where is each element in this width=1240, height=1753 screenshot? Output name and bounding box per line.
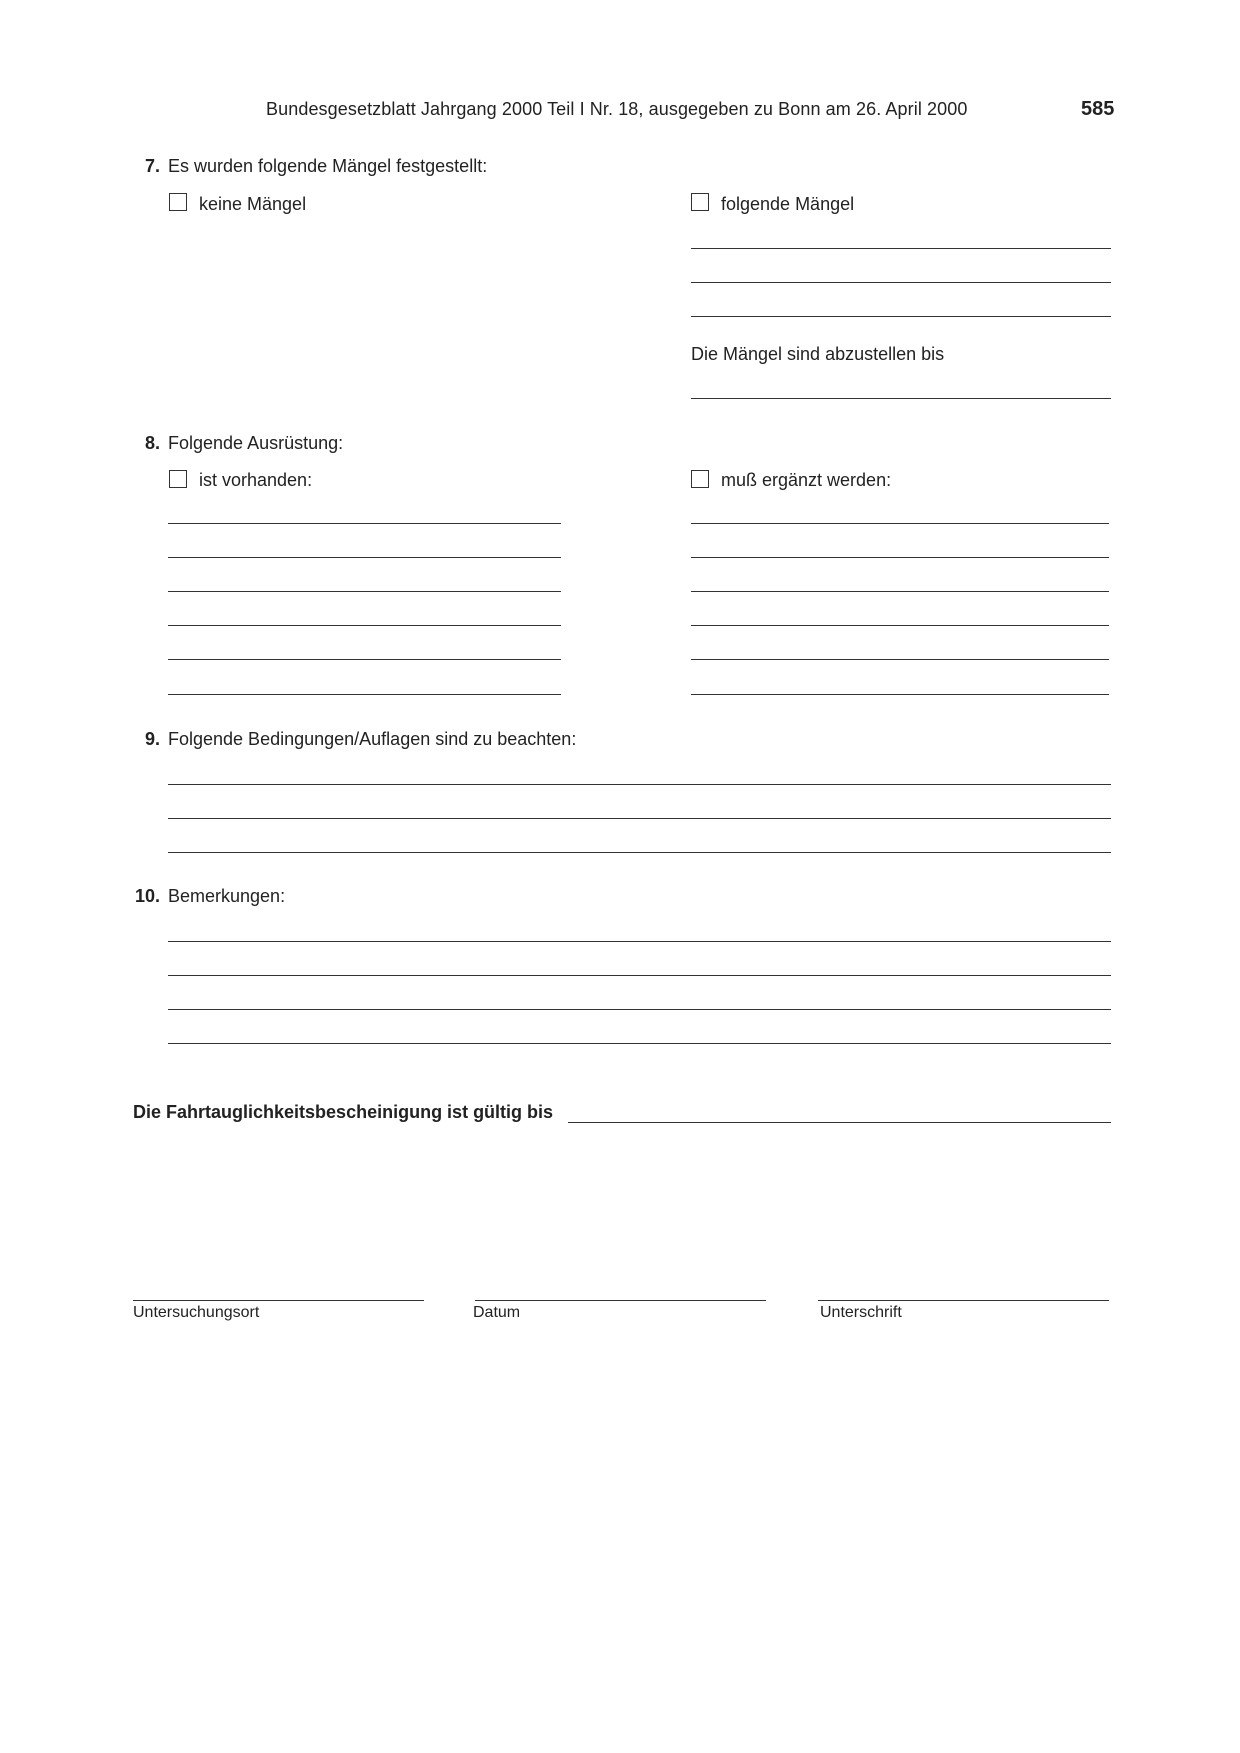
place-label: Untersuchungsort	[133, 1304, 260, 1321]
equipment-supplement-line-4[interactable]	[691, 625, 1109, 626]
checkbox-folgende-maengel[interactable]	[691, 193, 709, 211]
remarks-line-4[interactable]	[168, 1043, 1111, 1044]
checkbox-muss-ergaenzt-label: muß ergänzt werden:	[721, 470, 892, 490]
section-7-number: 7.	[144, 156, 160, 176]
defects-deadline-label: Die Mängel sind abzustellen bis	[691, 344, 945, 364]
section-7-title: Es wurden folgende Mängel festgestellt:	[168, 156, 488, 176]
section-9-number: 9.	[144, 729, 160, 749]
checkbox-folgende-maengel-label: folgende Mängel	[721, 194, 855, 214]
conditions-line-3[interactable]	[168, 852, 1111, 853]
checkbox-keine-maengel-label: keine Mängel	[199, 194, 307, 214]
date-line[interactable]	[475, 1300, 766, 1301]
section-10-title: Bemerkungen:	[168, 886, 286, 906]
conditions-line-1[interactable]	[168, 784, 1111, 785]
remarks-line-1[interactable]	[168, 941, 1111, 942]
page-header-title: Bundesgesetzblatt Jahrgang 2000 Teil I Nr. 18, ausgegeben zu Bonn am 26. April 2000	[266, 99, 968, 119]
equipment-supplement-line-1[interactable]	[691, 523, 1109, 524]
equipment-present-line-2[interactable]	[168, 557, 561, 558]
signature-line[interactable]	[818, 1300, 1109, 1301]
conditions-line-2[interactable]	[168, 818, 1111, 819]
page-number: 585	[1081, 98, 1115, 120]
defects-line-2[interactable]	[691, 282, 1111, 283]
section-10-number: 10.	[134, 886, 160, 906]
equipment-supplement-line-5[interactable]	[691, 659, 1109, 660]
defects-line-1[interactable]	[691, 248, 1111, 249]
checkbox-keine-maengel[interactable]	[169, 193, 187, 211]
section-8-number: 8.	[144, 433, 160, 453]
defects-deadline-line[interactable]	[691, 398, 1111, 399]
place-line[interactable]	[133, 1300, 424, 1301]
equipment-present-line-6[interactable]	[168, 694, 561, 695]
equipment-present-line-4[interactable]	[168, 625, 561, 626]
equipment-supplement-line-3[interactable]	[691, 591, 1109, 592]
checkbox-muss-ergaenzt[interactable]	[691, 470, 709, 488]
validity-date-line[interactable]	[568, 1122, 1111, 1123]
signature-label: Unterschrift	[820, 1304, 902, 1321]
remarks-line-2[interactable]	[168, 975, 1111, 976]
date-label: Datum	[473, 1304, 521, 1321]
section-8-title: Folgende Ausrüstung:	[168, 433, 344, 453]
equipment-present-line-1[interactable]	[168, 523, 561, 524]
equipment-present-line-3[interactable]	[168, 591, 561, 592]
checkbox-ist-vorhanden-label: ist vorhanden:	[199, 470, 313, 490]
equipment-supplement-line-2[interactable]	[691, 557, 1109, 558]
defects-line-3[interactable]	[691, 316, 1111, 317]
checkbox-ist-vorhanden[interactable]	[169, 470, 187, 488]
section-9-title: Folgende Bedingungen/Auflagen sind zu beachten:	[168, 729, 577, 749]
remarks-line-3[interactable]	[168, 1009, 1111, 1010]
equipment-present-line-5[interactable]	[168, 659, 561, 660]
equipment-supplement-line-6[interactable]	[691, 694, 1109, 695]
validity-label: Die Fahrtauglichkeitsbescheinigung ist gültig bis	[133, 1102, 554, 1122]
